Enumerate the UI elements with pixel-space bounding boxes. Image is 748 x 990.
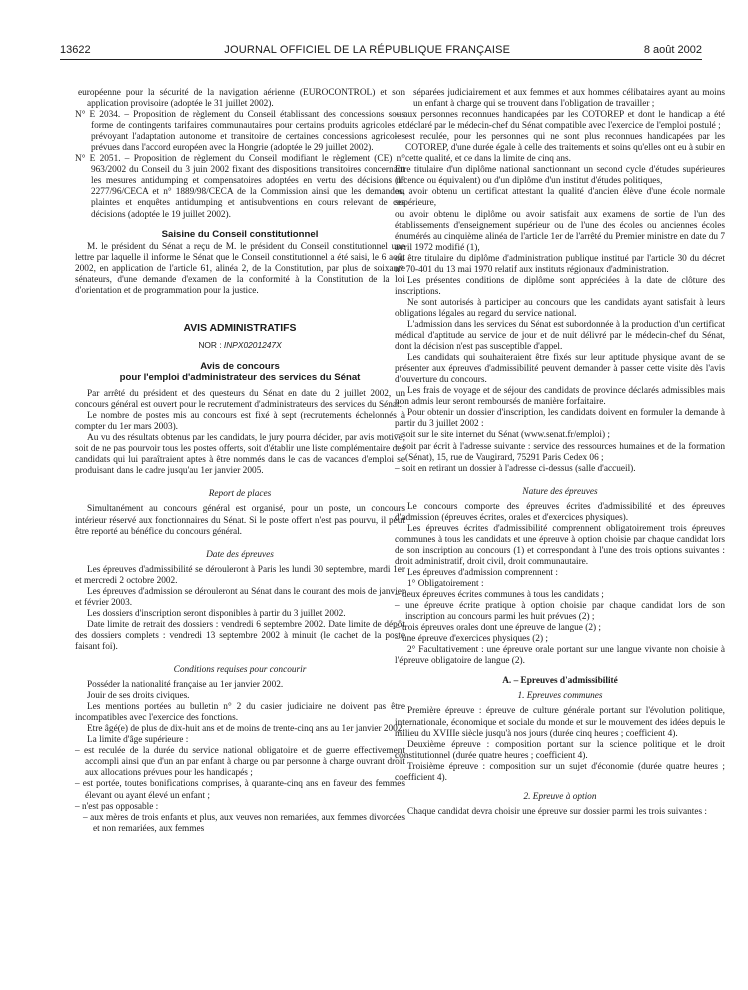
paragraph: La limite d'âge supérieure : — [87, 735, 189, 746]
paragraph: Les dossiers d'inscription seront disponibles à partir du 3 juillet 2002. — [87, 608, 346, 619]
paragraph: européenne pour la sécurité de la navigation aérienne (EUROCONTROL) et son application provisoire (adoptée le 31 juillet 2002). — [78, 88, 405, 110]
subheading-option: 2. Epreuve à option — [523, 791, 597, 802]
paragraph: N° E 2034. – Proposition de règlement du Conseil établissant des concessions sous forme de contingents tarifaires communautaires pour certains produits agricoles et prévoyant l'adaptation autonome et transitoire de certaines concessions agricoles prévues dans l'accord européen avec la Hongrie (adoptée le 29 juillet 2002). — [75, 110, 405, 154]
paragraph: Ne sont autorisés à participer au concours que les candidats ayant satisfait à leurs obligations légales au regard du service national. — [395, 297, 725, 319]
list-item: – est portée, toutes bonifications comprises, à quarante-cinq ans en faveur des femmes élevant ou ayant élevé un enfant ; — [75, 779, 405, 801]
list-item: – soit en retirant un dossier à l'adresse ci-dessus (salle d'accueil). — [395, 463, 636, 474]
right-column — [395, 88, 725, 818]
paragraph: L'admission dans les services du Sénat est subordonnée à la production d'un certificat médical d'aptitude au service de jour et de nuit délivré par le médecin-chef du Sénat, dont la décision n'est pas susceptible d'appel. — [395, 319, 725, 353]
paragraph: Les présentes conditions de diplôme sont appréciées à la date de clôture des inscriptions. — [395, 275, 725, 297]
nor-reference — [75, 340, 405, 351]
paragraph: M. le président du Sénat a reçu de M. le président du Conseil constitutionnel une lettre par laquelle il informe le Sénat que le Conseil constitutionnel a été saisi, le 6 août 2002, en application de l'article 61, alinéa 2, de la Constitution, par plus de soixante sénateurs, d'une demande d'examen de la conformité à la Constitution de la loi d'orientation et de programmation pour la justice. — [75, 241, 405, 296]
paragraph: 1° Obligatoirement : — [407, 579, 484, 590]
paragraph: N° E 2051. – Proposition de règlement du Conseil modifiant le règlement (CE) n° 963/2002 du Conseil du 3 juin 2002 fixant des dispositions transitoires concernant les mesures antidumping et compensatoires adoptées en vertu des décisions n° 2277/96/CECA et n° 1889/98/CECA de la Commission ainsi que les demandes, plaintes et enquêtes antidumping et antisubventions en cours relevant de ces décisions (adoptée le 19 juillet 2002). — [75, 154, 405, 220]
nor-label: NOR : — [198, 339, 224, 350]
subheading-dates: Date des épreuves — [206, 549, 274, 560]
paragraph: Au vu des résultats obtenus par les candidats, le jury pourra décider, par avis motivé, soit de ne pas pourvoir tous les postes offerts, soit d'établir une liste complémentaire des candidats qui lui paraîtraient aptes à être nommés dans le cas de vacances d'emploi se produisant dans le cadre jusqu'au 1er janvier 2005. — [75, 433, 405, 477]
notice-subtitle: pour l'emploi d'administrateur des services du Sénat — [119, 371, 361, 383]
list-item: – deux épreuves écrites communes à tous les candidats ; — [395, 590, 604, 601]
list-item: – aux mères de trois enfants et plus, aux veuves non remariées, aux femmes divorcées et non remariées, aux femmes — [83, 812, 405, 834]
paragraph: Jouir de ses droits civiques. — [87, 691, 190, 702]
paragraph: ou être titulaire du diplôme d'administration publique institué par l'article 30 du décret n° 70-401 du 13 mai 1970 relatif aux instituts régionaux d'administration. — [395, 253, 725, 275]
paragraph: Les frais de voyage et de séjour des candidats de province déclarés admissibles mais non admis leur seront remboursés de manière forfaitaire. — [395, 386, 725, 408]
section-heading-saisine: Saisine du Conseil constitutionnel — [161, 228, 319, 240]
paragraph: Par arrêté du président et des questeurs du Sénat en date du 2 juillet 2002, un concours général est ouvert pour le recrutement d'administrateurs des services du Sénat. — [75, 389, 405, 411]
paragraph: Les épreuves d'admission se dérouleront au Sénat dans le courant des mois de janvier et février 2003. — [75, 586, 405, 608]
list-item: – aux personnes reconnues handicapées par les COTOREP et dont le handicap a été déclaré par le médecin-chef du Sénat compatible avec l'exercice de l'emploi postulé ; — [395, 110, 725, 132]
paragraph: Les candidats qui souhaiteraient être fixés sur leur aptitude physique avant de se présenter aux épreuves d'admissibilité peuvent demander à passer cette visite dès l'avis d'ouverture du concours. — [395, 353, 725, 386]
list-item: – trois épreuves orales dont une épreuve de langue (2) ; — [395, 623, 602, 634]
paragraph: Simultanément au concours général est organisé, pour un poste, un concours intérieur réservé aux fonctionnaires du Sénat. Si le poste offert n'est pas pourvu, il peut être reporté au bénéfice du concours général. — [75, 504, 405, 537]
list-item: – une épreuve écrite pratique à option choisie par chaque candidat lors de son inscription au concours parmi les huit prévues (2) ; — [395, 601, 725, 623]
paragraph: ou avoir obtenu un certificat attestant la qualité d'ancien élève d'une école normale supérieure, — [395, 187, 725, 209]
paragraph: Pour obtenir un dossier d'inscription, les candidats doivent en formuler la demande à partir du 3 juillet 2002 : — [395, 408, 725, 430]
list-item: – une épreuve d'exercices physiques (2) ; — [395, 634, 548, 645]
paragraph: séparées judiciairement et aux femmes et aux hommes célibataires ayant au moins un enfant à charge qui se trouvent dans l'obligation de travailler ; — [413, 88, 725, 110]
list-item: – soit par écrit à l'adresse suivante : service des ressources humaines et de la formation (Sénat), 15, rue de Vaugirard, 75291 Paris Cedex 06 ; — [395, 441, 725, 463]
subheading-conditions: Conditions requises pour concourir — [173, 665, 307, 676]
paragraph: 2° Facultativement : une épreuve orale portant sur une langue vivante non choisie à l'épreuve obligatoire de langue (2). — [395, 645, 725, 667]
section-heading-admissibilite: A. – Epreuves d'admissibilité — [502, 676, 618, 687]
running-header — [60, 44, 702, 60]
list-item: – soit sur le site internet du Sénat (www.senat.fr/emploi) ; — [395, 430, 610, 441]
paragraph: Première épreuve : épreuve de culture générale portant sur l'évolution politique, internationale, économique et sociale du monde et sur le mouvement des idées depuis le milieu du XVIIIe siècle jusqu'à nos jours (durée cinq heures ; coefficient 4). — [395, 706, 725, 739]
paragraph: ou avoir obtenu le diplôme ou avoir satisfait aux examens de sortie de l'un des établissements d'enseignement supérieur ou de l'une des écoles ou anciennes écoles énumérés au cinquième alinéa de l'article 1er de l'arrêté du Premier ministre en date du 7 avril 1972 modifié (1), — [395, 209, 725, 253]
paragraph: Le nombre de postes mis au concours est fixé à sept (recrutements échelonnés à compter du 1er mars 2003). — [75, 411, 405, 433]
paragraph: Chaque candidat devra choisir une épreuve sur dossier parmi les trois suivantes : — [407, 806, 707, 817]
subheading-report: Report de places — [208, 489, 272, 500]
subheading-communes: 1. Epreuves communes — [517, 691, 603, 702]
left-column — [75, 88, 405, 835]
notice-title: Avis de concours — [200, 360, 280, 372]
paragraph: Les épreuves d'admission comprennent : — [407, 567, 558, 578]
journal-title: JOURNAL OFFICIEL DE LA RÉPUBLIQUE FRANÇAISE — [224, 44, 511, 56]
nor-code: INPX0201247X — [223, 339, 282, 350]
paragraph: Les mentions portées au bulletin n° 2 du casier judiciaire ne doivent pas être incompatibles avec l'exercice des fonctions. — [75, 702, 405, 724]
paragraph: Deuxième épreuve : composition portant sur la science politique et le droit constitutionnel (durée quatre heures ; coefficient 4). — [395, 739, 725, 761]
paragraph: Etre titulaire d'un diplôme national sanctionnant un second cycle d'études supérieures (licence ou équivalent) ou d'un diplôme d'un institut d'études politiques, — [395, 165, 725, 187]
list-item: – est reculée de la durée du service national obligatoire et de guerre effectivement accompli ainsi que d'un an par enfant à charge ou par personne à charge ouvrant droit aux allocations prévues pour les handicapés ; — [75, 746, 405, 779]
paragraph: Date limite de retrait des dossiers : vendredi 6 septembre 2002. Date limite de dépôt des dossiers complets : vendredi 13 septembre 2002 à minuit (le cachet de la poste faisant foi). — [75, 619, 405, 652]
paragraph: Les épreuves écrites d'admissibilité comprennent obligatoirement trois épreuves communes à tous les candidats et une épreuve à option choisie par chaque candidat lors de son inscription au concours (1) et correspondant à l'une des trois options suivantes : droit administratif, droit civil, droit communautaire. — [395, 523, 725, 567]
list-item: – n'est pas opposable : — [75, 801, 159, 812]
paragraph: Etre âgé(e) de plus de dix-huit ans et de moins de trente-cinq ans au 1er janvier 2002. — [87, 724, 405, 735]
issue-date: 8 août 2002 — [643, 44, 702, 56]
paragraph: Le concours comporte des épreuves écrites d'admissibilité et des épreuves d'admission (épreuves écrites, orales et d'exercices physiques). — [395, 501, 725, 523]
paragraph: Les épreuves d'admissibilité se dérouleront à Paris les lundi 30 septembre, mardi 1er et mercredi 2 octobre 2002. — [75, 564, 405, 586]
subheading-nature: Nature des épreuves — [522, 486, 598, 497]
paragraph: Troisième épreuve : composition sur un sujet d'économie (durée quatre heures ; coefficient 4). — [395, 761, 725, 783]
paragraph: Posséder la nationalité française au 1er janvier 2002. — [87, 680, 284, 691]
list-item: – est reculée, pour les personnes qui ne sont plus reconnues handicapées par les COTOREP, d'une durée égale à celle des traitements et soins qu'elles ont eu à subir en cette qualité, et ce dans la limite de cinq ans. — [395, 132, 725, 165]
section-heading-avis: AVIS ADMINISTRATIFS — [183, 322, 297, 334]
page-number: 13622 — [60, 44, 91, 56]
